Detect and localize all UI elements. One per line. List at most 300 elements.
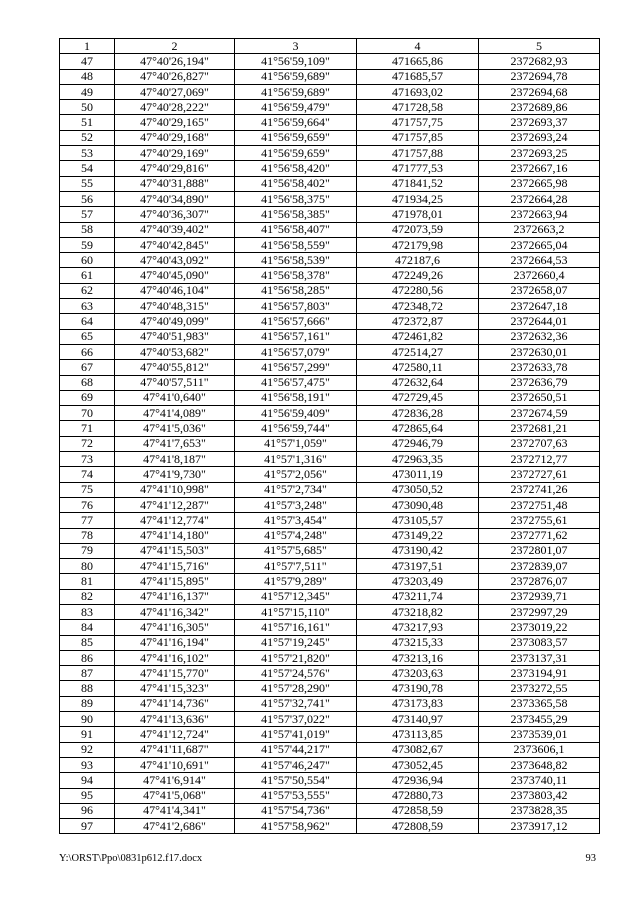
latitude-cell: 47°41'13,636" [115, 712, 235, 727]
point-number-cell: 68 [60, 375, 115, 390]
latitude-cell: 47°41'16,137" [115, 589, 235, 604]
longitude-cell: 41°56'59,689" [235, 69, 357, 84]
point-number-cell: 81 [60, 574, 115, 589]
longitude-cell: 41°56'59,744" [235, 421, 357, 436]
table-row [60, 69, 600, 84]
point-number-cell: 72 [60, 436, 115, 451]
latitude-cell: 47°41'10,691" [115, 757, 235, 772]
latitude-cell: 47°40'26,194" [115, 54, 235, 69]
footer-page-number: 93 [585, 853, 596, 864]
point-number-cell: 80 [60, 559, 115, 574]
point-number-cell: 89 [60, 696, 115, 711]
longitude-cell: 41°57'1,316" [235, 452, 357, 467]
point-number-cell: 95 [60, 788, 115, 803]
longitude-cell: 41°57'4,248" [235, 528, 357, 543]
table-row [60, 146, 600, 161]
longitude-cell: 41°57'53,555" [235, 788, 357, 803]
longitude-cell: 41°57'5,685" [235, 543, 357, 558]
y-coordinate-cell: 2372801,07 [479, 543, 600, 558]
y-coordinate-cell: 2373019,22 [479, 620, 600, 635]
point-number-cell: 50 [60, 100, 115, 115]
y-coordinate-cell: 2373083,57 [479, 635, 600, 650]
y-coordinate-cell: 2372650,51 [479, 390, 600, 405]
x-coordinate-cell: 473218,82 [357, 604, 479, 619]
point-number-cell: 52 [60, 130, 115, 145]
table-row [60, 421, 600, 436]
point-number-cell: 64 [60, 314, 115, 329]
latitude-cell: 47°40'29,165" [115, 115, 235, 130]
table-row [60, 803, 600, 818]
longitude-cell: 41°57'16,161" [235, 620, 357, 635]
longitude-cell: 41°56'57,666" [235, 314, 357, 329]
latitude-cell: 47°40'51,983" [115, 329, 235, 344]
x-coordinate-cell: 471665,86 [357, 54, 479, 69]
table-row [60, 559, 600, 574]
table-row [60, 406, 600, 421]
longitude-cell: 41°57'19,245" [235, 635, 357, 650]
x-coordinate-cell: 472865,64 [357, 421, 479, 436]
longitude-cell: 41°56'59,689" [235, 84, 357, 99]
y-coordinate-cell: 2373365,58 [479, 696, 600, 711]
x-coordinate-cell: 471978,01 [357, 207, 479, 222]
latitude-cell: 47°41'6,914" [115, 773, 235, 788]
table-row [60, 207, 600, 222]
point-number-cell: 66 [60, 344, 115, 359]
x-coordinate-cell: 473140,97 [357, 712, 479, 727]
x-coordinate-cell: 473090,48 [357, 497, 479, 512]
y-coordinate-cell: 2373828,35 [479, 803, 600, 818]
longitude-cell: 41°56'58,285" [235, 283, 357, 298]
y-coordinate-cell: 2372771,62 [479, 528, 600, 543]
x-coordinate-cell: 473011,19 [357, 467, 479, 482]
longitude-cell: 41°57'32,741" [235, 696, 357, 711]
x-coordinate-cell: 472187,6 [357, 253, 479, 268]
y-coordinate-cell: 2372630,01 [479, 344, 600, 359]
point-number-cell: 96 [60, 803, 115, 818]
table-row [60, 727, 600, 742]
y-coordinate-cell: 2373606,1 [479, 742, 600, 757]
latitude-cell: 47°41'4,341" [115, 803, 235, 818]
latitude-cell: 47°41'15,716" [115, 559, 235, 574]
x-coordinate-cell: 473203,49 [357, 574, 479, 589]
latitude-cell: 47°40'29,169" [115, 146, 235, 161]
x-coordinate-cell: 471777,53 [357, 161, 479, 176]
y-coordinate-cell: 2372727,61 [479, 467, 600, 482]
x-coordinate-cell: 472836,28 [357, 406, 479, 421]
longitude-cell: 41°57'3,454" [235, 513, 357, 528]
latitude-cell: 47°40'55,812" [115, 360, 235, 375]
latitude-cell: 47°40'53,682" [115, 344, 235, 359]
point-number-cell: 94 [60, 773, 115, 788]
point-number-cell: 90 [60, 712, 115, 727]
y-coordinate-cell: 2372694,78 [479, 69, 600, 84]
table-row [60, 604, 600, 619]
x-coordinate-cell: 472461,82 [357, 329, 479, 344]
y-coordinate-cell: 2372693,25 [479, 146, 600, 161]
table-row [60, 696, 600, 711]
point-number-cell: 57 [60, 207, 115, 222]
table-row [60, 742, 600, 757]
y-coordinate-cell: 2372689,86 [479, 100, 600, 115]
point-number-cell: 86 [60, 650, 115, 665]
y-coordinate-cell: 2373194,91 [479, 666, 600, 681]
table-row [60, 222, 600, 237]
x-coordinate-cell: 471728,58 [357, 100, 479, 115]
table-row [60, 666, 600, 681]
table-row [60, 620, 600, 635]
longitude-cell: 41°56'59,109" [235, 54, 357, 69]
table-row [60, 497, 600, 512]
latitude-cell: 47°40'29,816" [115, 161, 235, 176]
latitude-cell: 47°40'28,222" [115, 100, 235, 115]
longitude-cell: 41°57'54,736" [235, 803, 357, 818]
latitude-cell: 47°40'49,099" [115, 314, 235, 329]
latitude-cell: 47°41'0,640" [115, 390, 235, 405]
y-coordinate-cell: 2372682,93 [479, 54, 600, 69]
latitude-cell: 47°41'15,895" [115, 574, 235, 589]
y-coordinate-cell: 2372660,4 [479, 268, 600, 283]
y-coordinate-cell: 2372681,21 [479, 421, 600, 436]
y-coordinate-cell: 2373803,42 [479, 788, 600, 803]
x-coordinate-cell: 473217,93 [357, 620, 479, 635]
longitude-cell: 41°56'59,664" [235, 115, 357, 130]
x-coordinate-cell: 473105,57 [357, 513, 479, 528]
point-number-cell: 47 [60, 54, 115, 69]
point-number-cell: 56 [60, 191, 115, 206]
x-coordinate-cell: 471757,85 [357, 130, 479, 145]
table-row [60, 360, 600, 375]
table-row [60, 344, 600, 359]
y-coordinate-cell: 2372694,68 [479, 84, 600, 99]
latitude-cell: 47°41'8,187" [115, 452, 235, 467]
x-coordinate-cell: 473190,42 [357, 543, 479, 558]
table-row [60, 329, 600, 344]
latitude-cell: 47°41'5,068" [115, 788, 235, 803]
y-coordinate-cell: 2372939,71 [479, 589, 600, 604]
longitude-cell: 41°57'15,110" [235, 604, 357, 619]
y-coordinate-cell: 2372693,24 [479, 130, 600, 145]
x-coordinate-cell: 472179,98 [357, 237, 479, 252]
x-coordinate-cell: 472280,56 [357, 283, 479, 298]
table-row [60, 100, 600, 115]
point-number-cell: 55 [60, 176, 115, 191]
point-number-cell: 62 [60, 283, 115, 298]
x-coordinate-cell: 472632,64 [357, 375, 479, 390]
point-number-cell: 87 [60, 666, 115, 681]
y-coordinate-cell: 2373137,31 [479, 650, 600, 665]
y-coordinate-cell: 2372667,16 [479, 161, 600, 176]
latitude-cell: 47°41'5,036" [115, 421, 235, 436]
y-coordinate-cell: 2372755,61 [479, 513, 600, 528]
y-coordinate-cell: 2372647,18 [479, 299, 600, 314]
x-coordinate-cell: 472936,94 [357, 773, 479, 788]
table-body [60, 54, 600, 834]
point-number-cell: 92 [60, 742, 115, 757]
y-coordinate-cell: 2373648,82 [479, 757, 600, 772]
table-row [60, 543, 600, 558]
x-coordinate-cell: 472880,73 [357, 788, 479, 803]
x-coordinate-cell: 472729,45 [357, 390, 479, 405]
longitude-cell: 41°56'57,803" [235, 299, 357, 314]
x-coordinate-cell: 472808,59 [357, 819, 479, 834]
x-coordinate-cell: 471841,52 [357, 176, 479, 191]
point-number-cell: 97 [60, 819, 115, 834]
table-row [60, 54, 600, 69]
table-row [60, 283, 600, 298]
latitude-cell: 47°41'10,998" [115, 482, 235, 497]
x-coordinate-cell: 472348,72 [357, 299, 479, 314]
y-coordinate-cell: 2372633,78 [479, 360, 600, 375]
latitude-cell: 47°41'2,686" [115, 819, 235, 834]
latitude-cell: 47°41'16,342" [115, 604, 235, 619]
latitude-cell: 47°41'7,653" [115, 436, 235, 451]
latitude-cell: 47°41'16,194" [115, 635, 235, 650]
longitude-cell: 41°57'50,554" [235, 773, 357, 788]
point-number-cell: 60 [60, 253, 115, 268]
y-coordinate-cell: 2373740,11 [479, 773, 600, 788]
column-header-1: 1 [60, 39, 115, 54]
coordinates-table [59, 38, 600, 834]
point-number-cell: 61 [60, 268, 115, 283]
latitude-cell: 47°40'29,168" [115, 130, 235, 145]
point-number-cell: 74 [60, 467, 115, 482]
latitude-cell: 47°40'39,402" [115, 222, 235, 237]
longitude-cell: 41°57'28,290" [235, 681, 357, 696]
point-number-cell: 67 [60, 360, 115, 375]
latitude-cell: 47°40'43,092" [115, 253, 235, 268]
table-row [60, 299, 600, 314]
point-number-cell: 58 [60, 222, 115, 237]
column-header-5: 5 [479, 39, 600, 54]
point-number-cell: 79 [60, 543, 115, 558]
longitude-cell: 41°56'59,659" [235, 146, 357, 161]
x-coordinate-cell: 473211,74 [357, 589, 479, 604]
latitude-cell: 47°41'16,102" [115, 650, 235, 665]
y-coordinate-cell: 2372664,28 [479, 191, 600, 206]
point-number-cell: 59 [60, 237, 115, 252]
longitude-cell: 41°57'58,962" [235, 819, 357, 834]
table-row [60, 176, 600, 191]
table-row [60, 191, 600, 206]
table-row [60, 773, 600, 788]
point-number-cell: 70 [60, 406, 115, 421]
table-row [60, 650, 600, 665]
point-number-cell: 73 [60, 452, 115, 467]
y-coordinate-cell: 2372664,53 [479, 253, 600, 268]
x-coordinate-cell: 472946,79 [357, 436, 479, 451]
table-row [60, 467, 600, 482]
latitude-cell: 47°40'34,890" [115, 191, 235, 206]
y-coordinate-cell: 2372674,59 [479, 406, 600, 421]
point-number-cell: 76 [60, 497, 115, 512]
point-number-cell: 54 [60, 161, 115, 176]
point-number-cell: 49 [60, 84, 115, 99]
table-row [60, 253, 600, 268]
latitude-cell: 47°40'48,315" [115, 299, 235, 314]
point-number-cell: 77 [60, 513, 115, 528]
table-row [60, 513, 600, 528]
longitude-cell: 41°57'41,019" [235, 727, 357, 742]
latitude-cell: 47°40'57,511" [115, 375, 235, 390]
longitude-cell: 41°57'46,247" [235, 757, 357, 772]
latitude-cell: 47°41'15,503" [115, 543, 235, 558]
longitude-cell: 41°56'58,385" [235, 207, 357, 222]
longitude-cell: 41°56'57,475" [235, 375, 357, 390]
table-row [60, 574, 600, 589]
x-coordinate-cell: 472249,26 [357, 268, 479, 283]
x-coordinate-cell: 473052,45 [357, 757, 479, 772]
y-coordinate-cell: 2372644,01 [479, 314, 600, 329]
longitude-cell: 41°56'58,402" [235, 176, 357, 191]
point-number-cell: 78 [60, 528, 115, 543]
longitude-cell: 41°56'59,409" [235, 406, 357, 421]
longitude-cell: 41°57'12,345" [235, 589, 357, 604]
x-coordinate-cell: 472858,59 [357, 803, 479, 818]
y-coordinate-cell: 2372876,07 [479, 574, 600, 589]
latitude-cell: 47°40'36,307" [115, 207, 235, 222]
y-coordinate-cell: 2372741,26 [479, 482, 600, 497]
y-coordinate-cell: 2372751,48 [479, 497, 600, 512]
table-header-row [60, 39, 600, 54]
y-coordinate-cell: 2372663,94 [479, 207, 600, 222]
x-coordinate-cell: 473082,67 [357, 742, 479, 757]
latitude-cell: 47°41'14,736" [115, 696, 235, 711]
latitude-cell: 47°41'15,323" [115, 681, 235, 696]
latitude-cell: 47°41'12,774" [115, 513, 235, 528]
point-number-cell: 75 [60, 482, 115, 497]
x-coordinate-cell: 473113,85 [357, 727, 479, 742]
y-coordinate-cell: 2373272,55 [479, 681, 600, 696]
table-row [60, 130, 600, 145]
x-coordinate-cell: 473215,33 [357, 635, 479, 650]
x-coordinate-cell: 473173,83 [357, 696, 479, 711]
y-coordinate-cell: 2372658,07 [479, 283, 600, 298]
latitude-cell: 47°40'42,845" [115, 237, 235, 252]
table-row [60, 237, 600, 252]
table-row [60, 390, 600, 405]
x-coordinate-cell: 472514,27 [357, 344, 479, 359]
point-number-cell: 63 [60, 299, 115, 314]
longitude-cell: 41°56'57,299" [235, 360, 357, 375]
footer-file-path: Y:\ORST\Ppo\0831p612.f17.docx [59, 853, 203, 864]
latitude-cell: 47°40'27,069" [115, 84, 235, 99]
longitude-cell: 41°57'7,511" [235, 559, 357, 574]
latitude-cell: 47°40'31,888" [115, 176, 235, 191]
point-number-cell: 69 [60, 390, 115, 405]
y-coordinate-cell: 2372663,2 [479, 222, 600, 237]
longitude-cell: 41°57'1,059" [235, 436, 357, 451]
latitude-cell: 47°41'14,180" [115, 528, 235, 543]
table-row [60, 482, 600, 497]
point-number-cell: 93 [60, 757, 115, 772]
x-coordinate-cell: 472073,59 [357, 222, 479, 237]
table-row [60, 161, 600, 176]
table-row [60, 452, 600, 467]
x-coordinate-cell: 471934,25 [357, 191, 479, 206]
y-coordinate-cell: 2372632,36 [479, 329, 600, 344]
y-coordinate-cell: 2372997,29 [479, 604, 600, 619]
table-row [60, 712, 600, 727]
longitude-cell: 41°56'57,079" [235, 344, 357, 359]
x-coordinate-cell: 471685,57 [357, 69, 479, 84]
y-coordinate-cell: 2373917,12 [479, 819, 600, 834]
longitude-cell: 41°57'2,056" [235, 467, 357, 482]
x-coordinate-cell: 472963,35 [357, 452, 479, 467]
y-coordinate-cell: 2372636,79 [479, 375, 600, 390]
latitude-cell: 47°41'4,089" [115, 406, 235, 421]
y-coordinate-cell: 2372707,63 [479, 436, 600, 451]
latitude-cell: 47°41'9,730" [115, 467, 235, 482]
latitude-cell: 47°41'12,724" [115, 727, 235, 742]
y-coordinate-cell: 2372665,98 [479, 176, 600, 191]
table-row [60, 757, 600, 772]
table-row [60, 788, 600, 803]
longitude-cell: 41°56'58,420" [235, 161, 357, 176]
longitude-cell: 41°56'59,659" [235, 130, 357, 145]
latitude-cell: 47°41'12,287" [115, 497, 235, 512]
table-row [60, 115, 600, 130]
point-number-cell: 88 [60, 681, 115, 696]
table-row [60, 436, 600, 451]
longitude-cell: 41°56'58,375" [235, 191, 357, 206]
longitude-cell: 41°56'58,407" [235, 222, 357, 237]
table-row [60, 268, 600, 283]
y-coordinate-cell: 2372839,07 [479, 559, 600, 574]
longitude-cell: 41°56'58,559" [235, 237, 357, 252]
table-row [60, 528, 600, 543]
y-coordinate-cell: 2373455,29 [479, 712, 600, 727]
point-number-cell: 71 [60, 421, 115, 436]
longitude-cell: 41°56'57,161" [235, 329, 357, 344]
x-coordinate-cell: 473203,63 [357, 666, 479, 681]
table-row [60, 635, 600, 650]
longitude-cell: 41°57'3,248" [235, 497, 357, 512]
point-number-cell: 48 [60, 69, 115, 84]
x-coordinate-cell: 472372,87 [357, 314, 479, 329]
longitude-cell: 41°57'24,576" [235, 666, 357, 681]
column-header-3: 3 [235, 39, 357, 54]
point-number-cell: 83 [60, 604, 115, 619]
x-coordinate-cell: 473190,78 [357, 681, 479, 696]
column-header-2: 2 [115, 39, 235, 54]
latitude-cell: 47°40'46,104" [115, 283, 235, 298]
table-row [60, 589, 600, 604]
point-number-cell: 82 [60, 589, 115, 604]
y-coordinate-cell: 2372693,37 [479, 115, 600, 130]
longitude-cell: 41°56'58,378" [235, 268, 357, 283]
x-coordinate-cell: 473213,16 [357, 650, 479, 665]
y-coordinate-cell: 2372712,77 [479, 452, 600, 467]
latitude-cell: 47°40'45,090" [115, 268, 235, 283]
table-row [60, 84, 600, 99]
x-coordinate-cell: 471757,88 [357, 146, 479, 161]
x-coordinate-cell: 471693,02 [357, 84, 479, 99]
x-coordinate-cell: 473050,52 [357, 482, 479, 497]
column-header-4: 4 [357, 39, 479, 54]
longitude-cell: 41°57'37,022" [235, 712, 357, 727]
longitude-cell: 41°57'44,217" [235, 742, 357, 757]
x-coordinate-cell: 473197,51 [357, 559, 479, 574]
table-row [60, 375, 600, 390]
table-row [60, 681, 600, 696]
table-row [60, 314, 600, 329]
point-number-cell: 53 [60, 146, 115, 161]
point-number-cell: 51 [60, 115, 115, 130]
y-coordinate-cell: 2372665,04 [479, 237, 600, 252]
table-row [60, 819, 600, 834]
x-coordinate-cell: 471757,75 [357, 115, 479, 130]
point-number-cell: 65 [60, 329, 115, 344]
